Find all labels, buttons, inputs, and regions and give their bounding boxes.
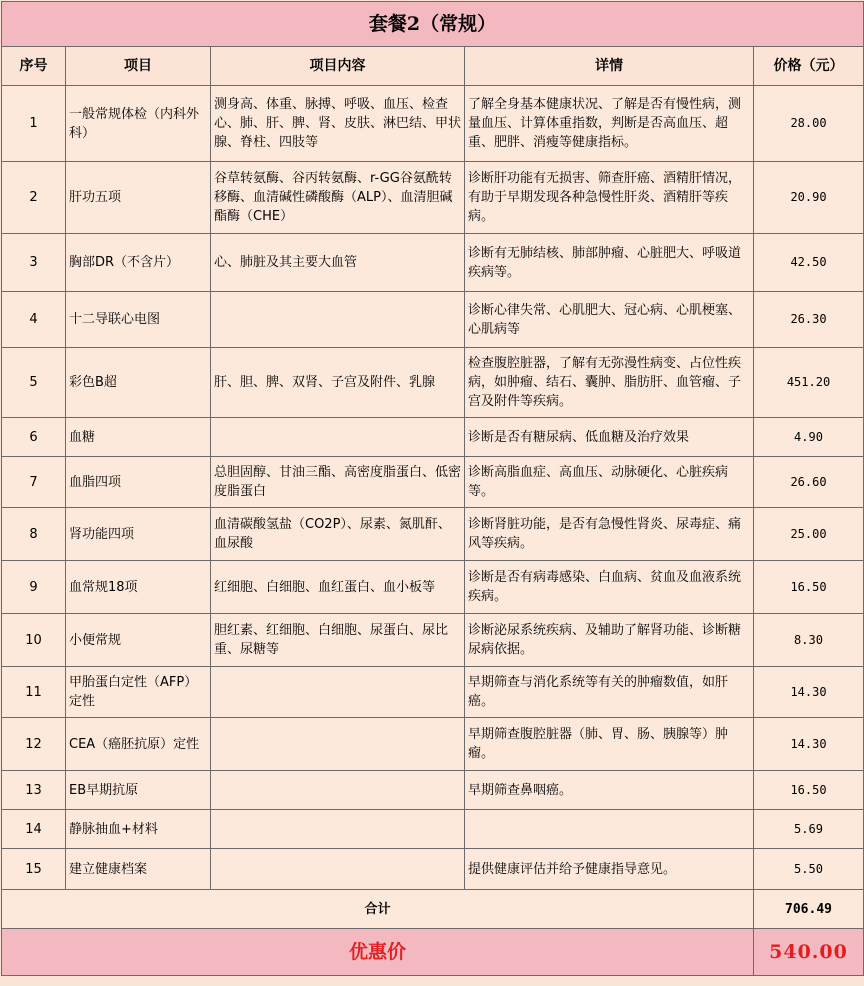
row-price: 14.30	[754, 667, 864, 718]
row-content: 肝、胆、脾、双肾、子宫及附件、乳腺	[211, 348, 465, 418]
row-number: 13	[2, 771, 66, 810]
table-row	[2, 86, 864, 162]
row-price: 8.30	[754, 614, 864, 667]
row-detail: 诊断是否有糖尿病、低血糖及治疗效果	[465, 418, 754, 457]
row-detail: 检查腹腔脏器，了解有无弥漫性病变、占位性疾病，如肿瘤、结石、囊肿、脂肪肝、血管瘤、子宫及附件等疾病。	[465, 348, 754, 418]
row-price: 14.30	[754, 718, 864, 771]
row-detail: 诊断肾脏功能，是否有急慢性肾炎、尿毒症、痛风等疾病。	[465, 508, 754, 561]
table-row	[2, 508, 864, 561]
row-content	[211, 418, 465, 457]
row-item: 血脂四项	[66, 457, 211, 508]
table-row	[2, 457, 864, 508]
row-price: 5.50	[754, 849, 864, 890]
row-detail: 早期筛查腹腔脏器（肺、胃、肠、胰腺等）肿瘤。	[465, 718, 754, 771]
row-number: 4	[2, 292, 66, 348]
row-item: 十二导联心电图	[66, 292, 211, 348]
row-number: 14	[2, 810, 66, 849]
table-row	[2, 849, 864, 890]
row-number: 10	[2, 614, 66, 667]
discount-value: 540.00	[754, 929, 864, 976]
row-price: 42.50	[754, 234, 864, 292]
row-content: 胆红素、红细胞、白细胞、尿蛋白、尿比重、尿糖等	[211, 614, 465, 667]
row-number: 5	[2, 348, 66, 418]
row-number: 8	[2, 508, 66, 561]
row-content	[211, 667, 465, 718]
row-price: 5.69	[754, 810, 864, 849]
row-detail: 诊断心律失常、心肌肥大、冠心病、心肌梗塞、心肌病等	[465, 292, 754, 348]
row-detail	[465, 810, 754, 849]
row-price: 451.20	[754, 348, 864, 418]
package-table	[1, 1, 864, 976]
row-number: 1	[2, 86, 66, 162]
row-number: 9	[2, 561, 66, 614]
row-content: 测身高、体重、脉搏、呼吸、血压、检查心、肺、肝、脾、肾、皮肤、淋巴结、甲状腺、脊柱、四肢等	[211, 86, 465, 162]
row-content: 谷草转氨酶、谷丙转氨酶、r-GG谷氨酰转移酶、血清碱性磷酸酶（ALP）、血清胆碱酯酶（CHE）	[211, 162, 465, 234]
row-detail: 早期筛查与消化系统等有关的肿瘤数值，如肝癌。	[465, 667, 754, 718]
row-number: 2	[2, 162, 66, 234]
header-row	[2, 47, 864, 86]
header-price: 价格（元）	[754, 47, 864, 86]
row-content: 血清碳酸氢盐（CO2P）、尿素、氮肌酐、血尿酸	[211, 508, 465, 561]
title-row	[2, 2, 864, 47]
row-item: 血糖	[66, 418, 211, 457]
row-content: 红细胞、白细胞、血红蛋白、血小板等	[211, 561, 465, 614]
table-row	[2, 561, 864, 614]
row-price: 16.50	[754, 771, 864, 810]
package-title: 套餐2（常规）	[2, 2, 864, 47]
row-price: 25.00	[754, 508, 864, 561]
row-item: 血常规18项	[66, 561, 211, 614]
total-row	[2, 890, 864, 929]
row-detail: 了解全身基本健康状况、了解是否有慢性病，测量血压、计算体重指数，判断是否高血压、超重、肥胖、消瘦等健康指标。	[465, 86, 754, 162]
table-row	[2, 718, 864, 771]
row-content	[211, 849, 465, 890]
row-detail: 早期筛查鼻咽癌。	[465, 771, 754, 810]
row-detail: 提供健康评估并给予健康指导意见。	[465, 849, 754, 890]
row-number: 7	[2, 457, 66, 508]
row-detail: 诊断有无肺结核、肺部肿瘤、心脏肥大、呼吸道疾病等。	[465, 234, 754, 292]
row-content: 心、肺脏及其主要大血管	[211, 234, 465, 292]
row-number: 12	[2, 718, 66, 771]
row-item: CEA（癌胚抗原）定性	[66, 718, 211, 771]
row-content	[211, 810, 465, 849]
total-label: 合计	[2, 890, 754, 929]
table-row	[2, 810, 864, 849]
row-number: 11	[2, 667, 66, 718]
row-number: 6	[2, 418, 66, 457]
table-row	[2, 418, 864, 457]
row-detail: 诊断泌尿系统疾病、及辅助了解肾功能、诊断糖尿病依据。	[465, 614, 754, 667]
header-detail: 详情	[465, 47, 754, 86]
row-item: 一般常规体检（内科外科）	[66, 86, 211, 162]
table-row	[2, 292, 864, 348]
table-row	[2, 771, 864, 810]
header-no: 序号	[2, 47, 66, 86]
row-content: 总胆固醇、甘油三酯、高密度脂蛋白、低密度脂蛋白	[211, 457, 465, 508]
row-price: 26.30	[754, 292, 864, 348]
row-content	[211, 292, 465, 348]
row-number: 3	[2, 234, 66, 292]
table-row	[2, 614, 864, 667]
row-price: 4.90	[754, 418, 864, 457]
header-item: 项目	[66, 47, 211, 86]
row-item: 建立健康档案	[66, 849, 211, 890]
row-item: 胸部DR（不含片）	[66, 234, 211, 292]
row-item: 肾功能四项	[66, 508, 211, 561]
row-detail: 诊断肝功能有无损害、筛查肝癌、酒精肝情况，有助于早期发现各种急慢性肝炎、酒精肝等疾病。	[465, 162, 754, 234]
total-value: 706.49	[754, 890, 864, 929]
discount-row	[2, 929, 864, 976]
row-item: EB早期抗原	[66, 771, 211, 810]
discount-label: 优惠价	[2, 929, 754, 976]
row-content	[211, 771, 465, 810]
row-item: 甲胎蛋白定性（AFP）定性	[66, 667, 211, 718]
header-content: 项目内容	[211, 47, 465, 86]
row-detail: 诊断是否有病毒感染、白血病、贫血及血液系统疾病。	[465, 561, 754, 614]
row-number: 15	[2, 849, 66, 890]
table-row	[2, 348, 864, 418]
row-price: 16.50	[754, 561, 864, 614]
row-content	[211, 718, 465, 771]
table-row	[2, 162, 864, 234]
row-item: 彩色B超	[66, 348, 211, 418]
row-item: 肝功五项	[66, 162, 211, 234]
row-price: 20.90	[754, 162, 864, 234]
row-detail: 诊断高脂血症、高血压、动脉硬化、心脏疾病等。	[465, 457, 754, 508]
table-row	[2, 667, 864, 718]
row-price: 28.00	[754, 86, 864, 162]
table-row	[2, 234, 864, 292]
row-item: 静脉抽血+材料	[66, 810, 211, 849]
row-item: 小便常规	[66, 614, 211, 667]
row-price: 26.60	[754, 457, 864, 508]
